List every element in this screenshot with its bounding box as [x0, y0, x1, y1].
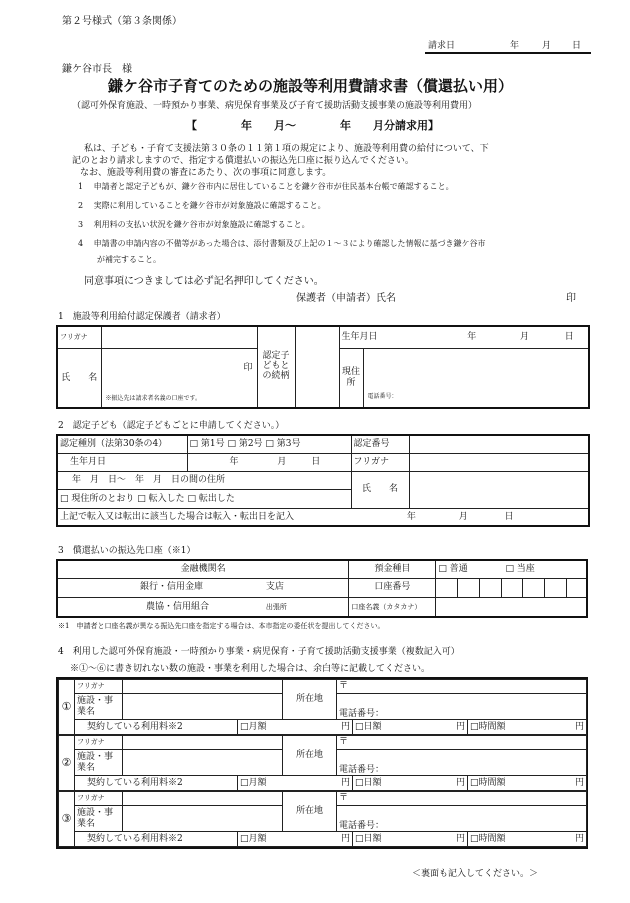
facility-postal-field[interactable]: 〒 — [337, 680, 587, 694]
child-address-history — [57, 471, 351, 508]
child-address-period[interactable]: 年 月 日～ 年 月 日の間の住所 — [58, 472, 351, 490]
fee-hourly[interactable]: □時間額 円 — [470, 778, 584, 788]
consent-item-4: 4 申請書の申請内容の不備等があった場合は、添付書類及び上記の１～３により確認した情報に基づき鎌ケ谷市 — [78, 239, 486, 248]
facility-furigana-label: フリガナ — [75, 792, 123, 806]
fee-daily[interactable]: □日額 円 — [353, 776, 468, 790]
child-name-field[interactable] — [409, 471, 589, 508]
form-title: 鎌ケ谷市子育てのための施設等利用費請求書（償還払い用） — [108, 77, 514, 95]
facility-phone-field[interactable]: 電話番号： — [337, 694, 587, 720]
section1-heading: 1 施設等利用給付認定保護者（請求者） — [58, 312, 226, 322]
child-type-options[interactable]: □ 第1号 □ 第2号 □ 第3号 — [187, 435, 351, 453]
facility-furigana-field[interactable] — [123, 680, 283, 694]
section3-heading: 3 償還払いの振込先口座（※1） — [58, 546, 196, 556]
facility-row-number: ③ — [59, 792, 75, 847]
account-digit-5[interactable] — [523, 578, 545, 597]
form-number: 第２号様式（第３条関係） — [62, 16, 182, 27]
claimant-name-label: 氏 名 — [57, 348, 101, 408]
guardian-name-label: 保護者（申請者）氏名 — [296, 293, 396, 304]
claim-period[interactable]: 【 年 月～ 年 月分請求用】 — [186, 119, 439, 132]
fee-daily[interactable]: □日額 円 — [353, 832, 468, 846]
relation-field[interactable] — [295, 326, 339, 408]
intro-paragraph-1: 私は、子ども・子育て支援法第３０条の１１第１項の規定により、施設等利用費の給付について、下 — [84, 144, 489, 154]
child-name-label: 氏 名 — [351, 471, 409, 508]
facility-name-label: 施設・事業名 — [75, 694, 123, 720]
child-address-options[interactable]: □ 現住所のとおり □ 転入した □ 転出した — [60, 493, 235, 504]
form-subtitle: （認可外保育施設、一時預かり事業、病児保育事業及び子育て援助活動支援事業の施設等利用費用） — [72, 101, 478, 111]
facility-location-label: 所在地 — [283, 736, 337, 776]
claimant-birth-label: 生年月日 — [341, 332, 378, 343]
bank-table — [56, 559, 588, 618]
bank-name-header: 金融機関名 — [57, 560, 349, 578]
move-date-note: 上記で転入又は転出に該当した場合は転入・転出日を記入 — [60, 511, 295, 522]
facility-furigana-field[interactable] — [123, 792, 283, 806]
section4-heading: 4 利用した認可外保育施設・一時預かり事業・病児保育・子育て援助活動支援事業（複数記入可） — [58, 647, 460, 657]
child-table — [56, 434, 590, 527]
child-birth-label: 生年月日 — [57, 453, 187, 471]
relation-label: 認定子どもとの続柄 — [257, 326, 295, 408]
section4-note: ※①～⑥に書き切れない数の施設・事業を利用した場合は、余白等に記載してください。 — [70, 664, 431, 674]
facility-furigana-label: フリガナ — [75, 680, 123, 694]
bank-note: ※1 申請者と口座名義が異なる振込先口座を指定する場合は、本市指定の委任状を提出してください。 — [58, 622, 385, 630]
account-digit-3[interactable] — [479, 578, 501, 597]
deposit-current-checkbox[interactable]: □ 当座 — [505, 564, 535, 575]
request-date-day[interactable]: 日 — [572, 41, 582, 51]
consent-item-4-continued: が補完すること。 — [97, 255, 161, 264]
facility-name-label: 施設・事業名 — [75, 750, 123, 776]
account-digit-2[interactable] — [458, 578, 480, 597]
claimant-furigana-field[interactable] — [101, 326, 257, 348]
fee-label: 契約している利用料※2 — [75, 776, 238, 790]
claimant-table — [56, 325, 590, 409]
facility-name-field[interactable] — [123, 694, 283, 720]
facility-row-number: ② — [59, 736, 75, 791]
claimant-phone-label: 電話番号： — [367, 393, 398, 401]
cert-no-field[interactable] — [409, 435, 589, 453]
consent-note: 同意事項につきましては必ず記名押印してください。 — [84, 276, 324, 287]
claimant-birth-row: 生年月日 年 月 日 — [339, 326, 589, 348]
guardian-seal[interactable]: 印 — [566, 293, 576, 304]
fee-label: 契約している利用料※2 — [75, 832, 238, 846]
cert-no-label: 認定番号 — [351, 435, 409, 453]
request-date-month[interactable]: 月 — [542, 41, 552, 51]
consent-item-1: 1 申請者と認定子どもが、鎌ケ谷市内に居住していることを鎌ケ谷市が住民基本台帳で確認すること。 — [78, 182, 454, 191]
deposit-regular-checkbox[interactable]: □ 普通 — [438, 564, 468, 575]
account-name-field[interactable] — [436, 597, 587, 617]
bank-owner-note: ※振込先は請求者名義の口座です。 — [105, 395, 202, 403]
facility-postal-field[interactable]: 〒 — [337, 736, 587, 750]
account-digit-1[interactable] — [436, 578, 458, 597]
facility-fee-row — [75, 720, 587, 735]
fee-monthly[interactable]: □月額 円 — [238, 776, 353, 790]
facility-row — [58, 679, 587, 735]
deposit-type-options[interactable] — [436, 560, 587, 578]
claimant-furigana-label: フリガナ — [57, 326, 101, 348]
claimant-seal[interactable]: 印 — [243, 362, 253, 373]
facility-list — [56, 677, 588, 849]
fee-monthly[interactable]: □月額 円 — [238, 832, 353, 846]
child-furigana-label: フリガナ — [351, 453, 409, 471]
facility-fee-row — [75, 776, 587, 791]
account-digit-6[interactable] — [544, 578, 566, 597]
consent-item-3: 3 利用料の支払い状況を鎌ケ谷市が対象施設に確認すること。 — [78, 220, 310, 229]
request-date-label: 請求日 — [428, 41, 456, 51]
facility-location-label: 所在地 — [283, 792, 337, 832]
facility-name-field[interactable] — [123, 750, 283, 776]
facility-phone-field[interactable]: 電話番号： — [337, 750, 587, 776]
request-date-year[interactable]: 年 — [510, 41, 520, 51]
facility-postal-field[interactable]: 〒 — [337, 792, 587, 806]
consent-item-2: 2 実際に利用していることを鎌ケ谷市が対象施設に確認すること。 — [78, 201, 326, 210]
child-furigana-field[interactable] — [409, 453, 589, 471]
request-date-underline — [425, 52, 591, 54]
child-birth-field[interactable]: 年 月 日 — [187, 453, 351, 471]
deposit-type-label: 預金種目 — [349, 560, 436, 578]
section2-heading: 2 認定子ども（認定子どもごとに申請してください。） — [58, 421, 285, 431]
claimant-address-field[interactable] — [363, 348, 589, 408]
account-name-label: 口座名義（カタカナ） — [349, 597, 436, 617]
intro-paragraph-2: 記のとおり請求しますので、指定する償還払いの振込先口座に振り込んでください。 — [72, 156, 414, 166]
facility-furigana-label: フリガナ — [75, 736, 123, 750]
facility-name-field[interactable] — [123, 806, 283, 832]
facility-location-label: 所在地 — [283, 680, 337, 720]
facility-row — [58, 735, 587, 791]
account-no-label: 口座番号 — [349, 578, 436, 597]
bank-branch-field[interactable]: 農協・信用組合 出張所 — [57, 597, 349, 617]
claimant-name-field[interactable] — [101, 348, 257, 408]
facility-fee-row — [75, 832, 587, 847]
intro-paragraph-3: なお、施設等利用費の審査にあたり、次の事項に同意します。 — [80, 168, 332, 178]
fee-daily[interactable]: □日額 円 — [353, 720, 468, 734]
bank-name-field[interactable]: 銀行・信用金庫 支店 — [57, 578, 349, 597]
account-digit-7[interactable] — [566, 578, 587, 597]
facility-row-number: ① — [59, 680, 75, 735]
claimant-address-label: 現住所 — [339, 348, 363, 408]
account-digit-4[interactable] — [501, 578, 523, 597]
move-date-row[interactable]: 上記で転入又は転出に該当した場合は転入・転出日を記入 年 月 日 — [57, 508, 589, 526]
facility-row — [58, 791, 587, 847]
fee-hourly[interactable]: □時間額 円 — [470, 722, 584, 732]
facility-name-label: 施設・事業名 — [75, 806, 123, 832]
fee-label: 契約している利用料※2 — [75, 720, 238, 734]
fee-hourly[interactable]: □時間額 円 — [470, 834, 584, 844]
fee-monthly[interactable]: □月額 円 — [238, 720, 353, 734]
back-side-note: ＜裏面も記入してください。＞ — [412, 869, 539, 879]
child-type-label: 認定種別（法第30条の4） — [57, 435, 187, 453]
facility-furigana-field[interactable] — [123, 736, 283, 750]
facility-phone-field[interactable]: 電話番号： — [337, 806, 587, 832]
addressee: 鎌ケ谷市長 様 — [62, 64, 132, 75]
